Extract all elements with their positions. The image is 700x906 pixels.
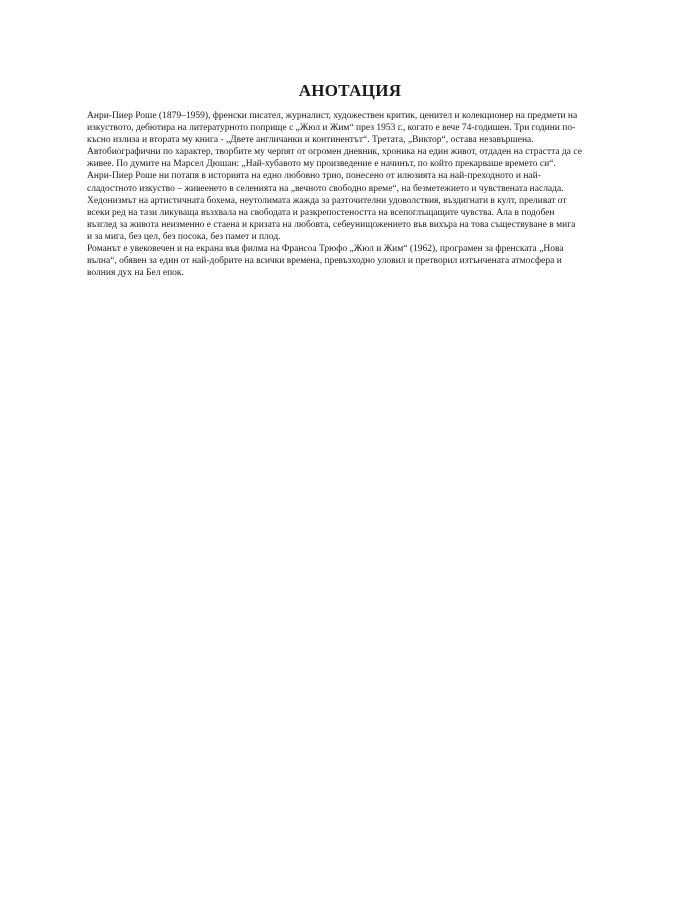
annotation-text: [87, 110, 622, 279]
text-line: Анри-Пиер Роше ни потапя в историята на едно любовно трио, понесено от илюзията на най-преходното и най-: [87, 171, 541, 182]
text-line: Автобиографични по характер, творбите му черпят от огромен дневник, хроника на един живот, отдаден на страстта да се: [87, 147, 582, 158]
text-line: волния дух на Бел епок.: [87, 268, 184, 279]
text-line: сладостното изкуство – живеенето в селенията на „вечното свободно време“, на безметежието и чувствената наслада.: [87, 183, 564, 194]
text-line: възглед за живота неизменно е стаена и кризата на любовта, себеунищожението във вихъра на това съществуване в мига: [87, 219, 576, 230]
text-line: изкуството, дебютира на литературното поприще с „Жюл и Жим“ през 1953 г., когато е вече 74-годишен. Три години по-: [87, 123, 576, 134]
text-line: живее. По думите на Марсел Дюшан: „Най-хубавото му произведение е начинът, по който прекарваше времето си“.: [87, 159, 556, 170]
text-line: вълна“, обявен за един от най-добрите на всички времена, превъзходно уловил и претворил изтънчената атмосфера и: [87, 256, 562, 267]
text-line: Анри-Пиер Роше (1879–1959), френски писател, журналист, художествен критик, ценител и колекционер на предмети на: [87, 111, 578, 121]
page-title: АНОТАЦИЯ: [298, 81, 402, 100]
text-line: и за мига, без цел, без посока, без памет и плод.: [87, 231, 281, 242]
text-line: всеки ред на тази ликуваща възхвала на свободата и разкрепостеността на всепоглъщащите чувства. Ала в подобен: [87, 207, 555, 218]
text-line: Хедонизмът на артистичната бохема, неутолимата жажда за разточителни удоволствия, въздигнати в култ, преливат от: [87, 195, 567, 206]
text-line: Романът е увековечен и на екрана във филма на Франсоа Трюфо „Жюл и Жим“ (1962), програмен за френската „Нова: [87, 244, 564, 255]
text-line: късно излиза и втората му книга - „Двете англичанки и континентът“. Третата, „Виктор“, остава незавършена.: [87, 135, 534, 146]
